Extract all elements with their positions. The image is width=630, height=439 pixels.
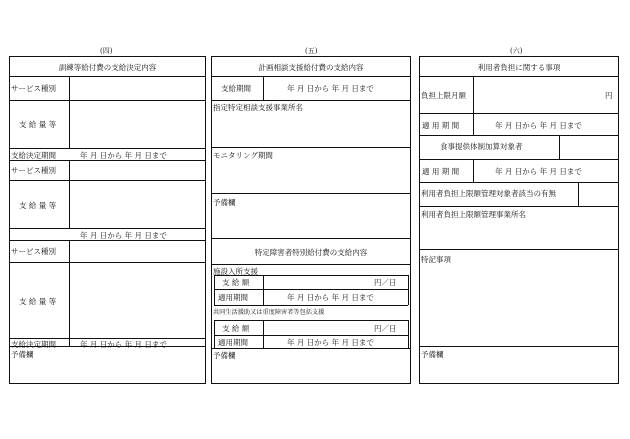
col6-mgmt-office: 利用者負担上限額管理事業所名 bbox=[421, 210, 526, 219]
col6-remarks: 予備欄 bbox=[421, 350, 444, 359]
col6-upper-limit: 負担上限月額 bbox=[421, 91, 466, 100]
col4-period-label-1: 支給決定期間 bbox=[11, 151, 56, 160]
column-number-5: (五) bbox=[305, 47, 318, 55]
col5-amount-label-1: 支 給 額 bbox=[222, 278, 250, 287]
col6-title: 利用者負担に関する事項 bbox=[477, 63, 561, 72]
col5-office: 指定特定相談支援事業所名 bbox=[213, 103, 303, 112]
col4-period-value-2: 年 月 日から 年 月 日まで bbox=[80, 231, 167, 240]
col6-applicable-period-1: 適 用 期 間 bbox=[422, 121, 460, 130]
col4-service-type-3: サービス種別 bbox=[11, 247, 56, 256]
col5-period-label: 支給期間 bbox=[221, 84, 251, 93]
col5-applicable-period-1: 適用期間 bbox=[218, 293, 248, 302]
col5-applicable-period-2: 適用期間 bbox=[218, 338, 248, 347]
col6-period-value-2: 年 月 日から 年 月 日まで bbox=[495, 167, 582, 176]
col4-remarks: 予備欄 bbox=[11, 350, 34, 359]
col5-applicable-value-2: 年 月 日から 年 月 日まで bbox=[287, 338, 374, 347]
col4-title: 訓練等給付費の支給決定内容 bbox=[58, 63, 157, 72]
col5-title: 計画相談支援給付費の支給内容 bbox=[258, 63, 364, 72]
col5-period-value: 年 月 日から 年 月 日まで bbox=[287, 84, 374, 93]
col6-meal-target: 食事提供体制加算対象者 bbox=[440, 142, 523, 151]
col4-amount-1: 支 給 量 等 bbox=[19, 120, 57, 129]
col6-yen: 円 bbox=[605, 91, 613, 100]
col4-period-value-1: 年 月 日から 年 月 日まで bbox=[80, 151, 167, 160]
col4-period-label-3: 支給決定期間 bbox=[11, 340, 56, 349]
col6-frame bbox=[419, 56, 619, 384]
col4-service-type-2: サービス種別 bbox=[11, 166, 56, 175]
col5-remarks: 予備欄 bbox=[213, 198, 236, 207]
col5-monitoring: モニタリング期間 bbox=[213, 151, 273, 160]
col5-applicable-value-1: 年 月 日から 年 月 日まで bbox=[287, 293, 374, 302]
col5-remarks-2: 予備欄 bbox=[213, 351, 236, 360]
col6-special-notes: 特記事項 bbox=[421, 255, 451, 264]
col5-amount-unit-2: 円／日 bbox=[374, 324, 397, 333]
col5-facility-support: 施設入所支援 bbox=[213, 267, 258, 276]
col5-special-title: 特定障害者特別給付費の支給内容 bbox=[254, 248, 368, 257]
col5-amount-unit-1: 円／日 bbox=[374, 278, 397, 287]
col5-amount-label-2: 支 給 額 bbox=[222, 324, 250, 333]
col6-applicable-period-2: 適 用 期 間 bbox=[422, 167, 460, 176]
col4-amount-3: 支 給 量 等 bbox=[19, 297, 57, 306]
col4-service-type-1: サービス種別 bbox=[11, 84, 56, 93]
col5-group-home: 共同生活援助又は重度障害者等包括支援 bbox=[213, 309, 325, 316]
col6-mgmt-target: 利用者負担上限額管理対象者該当の有無 bbox=[421, 189, 556, 198]
column-number-4: (四) bbox=[100, 47, 113, 55]
col4-frame bbox=[9, 56, 206, 384]
col4-period-value-3: 年 月 日から 年 月 日まで bbox=[80, 340, 167, 349]
col6-period-value-1: 年 月 日から 年 月 日まで bbox=[495, 121, 582, 130]
column-number-6: (六) bbox=[510, 47, 523, 55]
col4-amount-2: 支 給 量 等 bbox=[19, 201, 57, 210]
